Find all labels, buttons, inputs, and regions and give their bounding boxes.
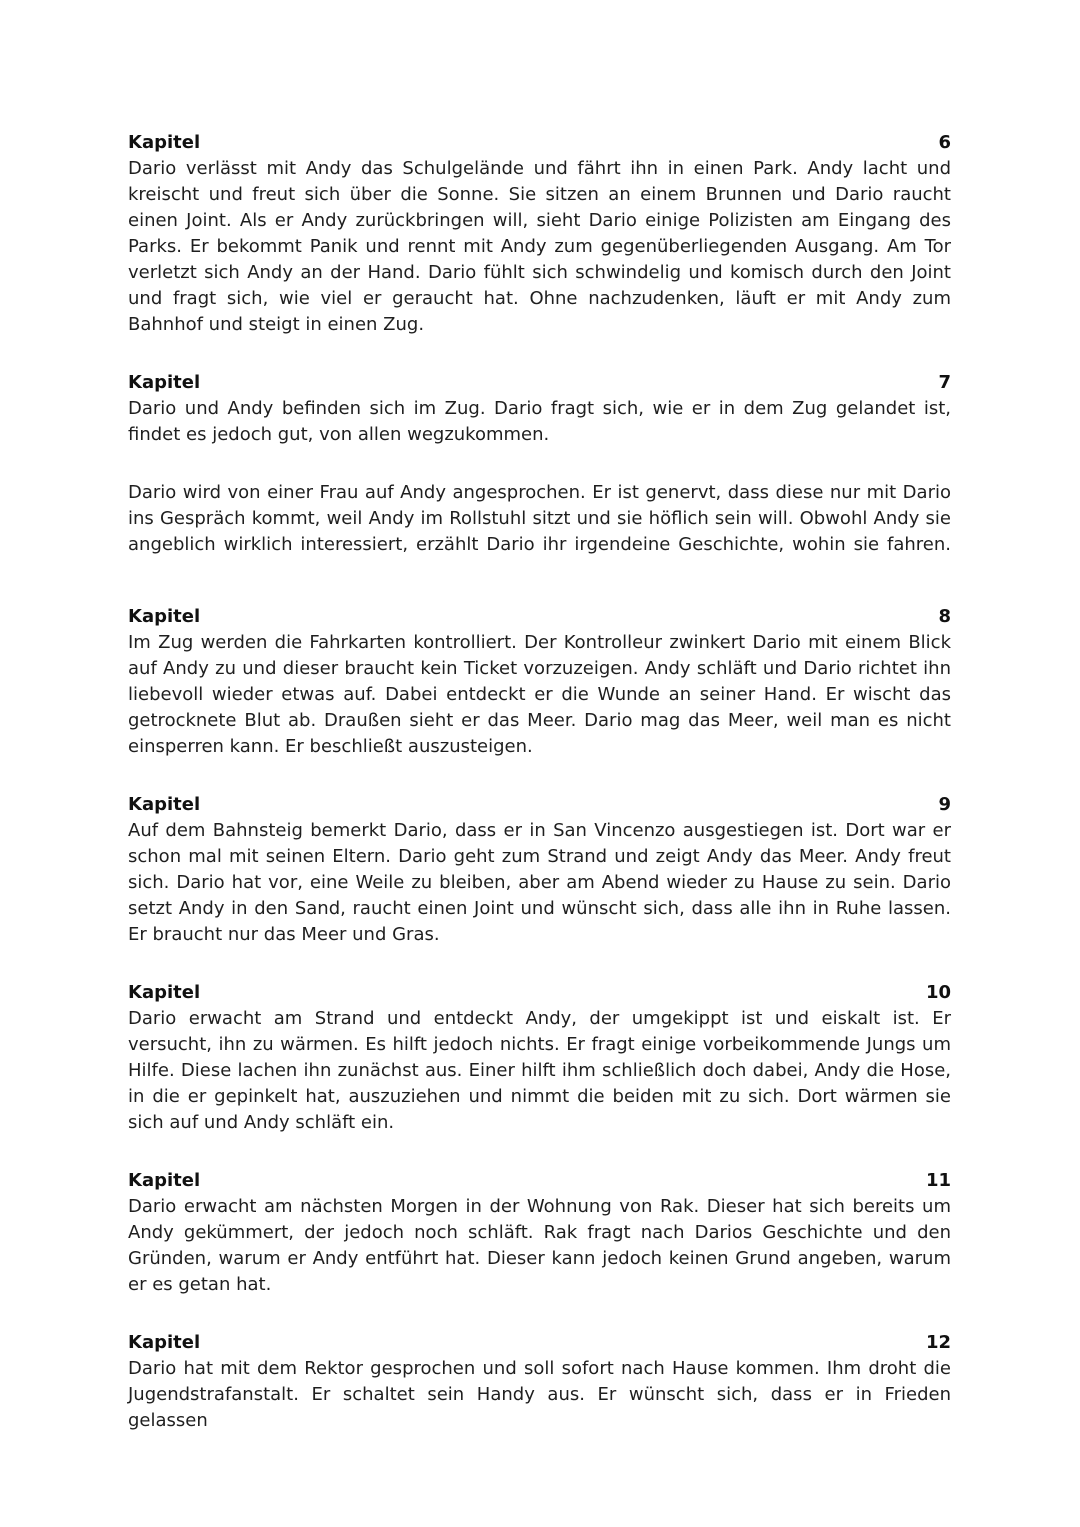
chapter-10 [128,980,951,1136]
chapter-number: 9 [938,794,951,815]
chapter-label: Kapitel [128,794,201,815]
chapter-label: Kapitel [128,372,201,393]
page-content [128,130,951,1434]
chapter-paragraph: Dario erwacht am Strand und entdeckt Andy, der umgekippt ist und eiskalt ist. Er versucht, ihn zu wärmen. Es hilft jedoch nichts. Er fragt einige vorbeikommende Jungs um Hilfe. Diese lachen ihn zunächst aus. Einer hilft ihm schließlich doch dabei, Andy die Hose, in die er gepinkelt hat, auszuziehen und nimmt die beiden mit zu sich. Dort wärmen sie sich auf und Andy schläft ein. [128,1008,951,1133]
chapter-label: Kapitel [128,606,201,627]
chapter-number: 11 [925,1170,951,1191]
chapter-number: 8 [938,606,951,627]
chapter-heading [128,370,951,396]
chapter-heading [128,1168,951,1194]
chapter-number: 10 [925,982,951,1003]
chapter-label: Kapitel [128,132,201,153]
chapter-number: 12 [925,1332,951,1353]
chapter-paragraph: Auf dem Bahnsteig bemerkt Dario, dass er in San Vincenzo ausgestiegen ist. Dort war er schon mal mit seinen Eltern. Dario geht zum Strand und zeigt Andy das Meer. Andy freut sich. Dario hat vor, eine Weile zu bleiben, aber am Abend wieder zu Hause zu sein. Dario setzt Andy in den Sand, raucht einen Joint und wünscht sich, dass alle ihn in Ruhe lassen. Er braucht nur das Meer und Gras. [128,820,951,945]
chapter-number: 7 [938,372,951,393]
chapter-paragraph: Dario hat mit dem Rektor gesprochen und soll sofort nach Hause kommen. Ihm droht die Jugendstrafanstalt. Er schaltet sein Handy aus. Er wünscht sich, dass er in Frieden gelassen [128,1358,951,1431]
chapter-heading [128,1330,951,1356]
chapter-paragraph: Dario wird von einer Frau auf Andy angesprochen. Er ist genervt, dass diese nur mit Dario ins Gespräch kommt, weil Andy im Rollstuhl sitzt und sie höflich sein will. Obwohl Andy sie angeblich wirklich interessiert, erzählt Dario ihr irgendeine Geschichte, wohin sie fahren. [128,482,951,555]
chapter-label: Kapitel [128,1170,201,1191]
chapter-7 [128,370,951,558]
chapter-label: Kapitel [128,1332,201,1353]
chapter-number: 6 [938,132,951,153]
chapter-paragraph: Dario und Andy befinden sich im Zug. Dario fragt sich, wie er in dem Zug gelandet ist, findet es jedoch gut, von allen wegzukommen. [128,398,951,445]
chapter-heading [128,604,951,630]
chapter-paragraph: Im Zug werden die Fahrkarten kontrolliert. Der Kontrolleur zwinkert Dario mit einem Blick auf Andy zu und dieser braucht kein Ticket vorzuzeigen. Andy schläft und Dario richtet ihn liebevoll wieder etwas auf. Dabei entdeckt er die Wunde an seiner Hand. Er wischt das getrocknete Blut ab. Draußen sieht er das Meer. Dario mag das Meer, weil man es nicht einsperren kann. Er beschließt auszusteigen. [128,632,951,757]
chapter-6 [128,130,951,338]
chapter-paragraph: Dario verlässt mit Andy das Schulgelände und fährt ihn in einen Park. Andy lacht und kreischt und freut sich über die Sonne. Sie sitzen an einem Brunnen und Dario raucht einen Joint. Als er Andy zurückbringen will, sieht Dario einige Polizisten am Eingang des Parks. Er bekommt Panik und rennt mit Andy zum gegenüberliegenden Ausgang. Am Tor verletzt sich Andy an der Hand. Dario fühlt sich schwindelig und komisch durch den Joint und fragt sich, wie viel er geraucht hat. Ohne nachzudenken, läuft er mit Andy zum Bahnhof und steigt in einen Zug. [128,158,951,335]
chapter-label: Kapitel [128,982,201,1003]
chapter-heading [128,792,951,818]
chapter-heading [128,130,951,156]
chapter-12 [128,1330,951,1434]
chapter-heading [128,980,951,1006]
chapter-9 [128,792,951,948]
chapter-8 [128,604,951,760]
chapter-paragraph: Dario erwacht am nächsten Morgen in der Wohnung von Rak. Dieser hat sich bereits um Andy gekümmert, der jedoch noch schläft. Rak fragt nach Darios Geschichte und den Gründen, warum er Andy entführt hat. Dieser kann jedoch keinen Grund angeben, warum er es getan hat. [128,1196,951,1295]
chapter-11 [128,1168,951,1298]
